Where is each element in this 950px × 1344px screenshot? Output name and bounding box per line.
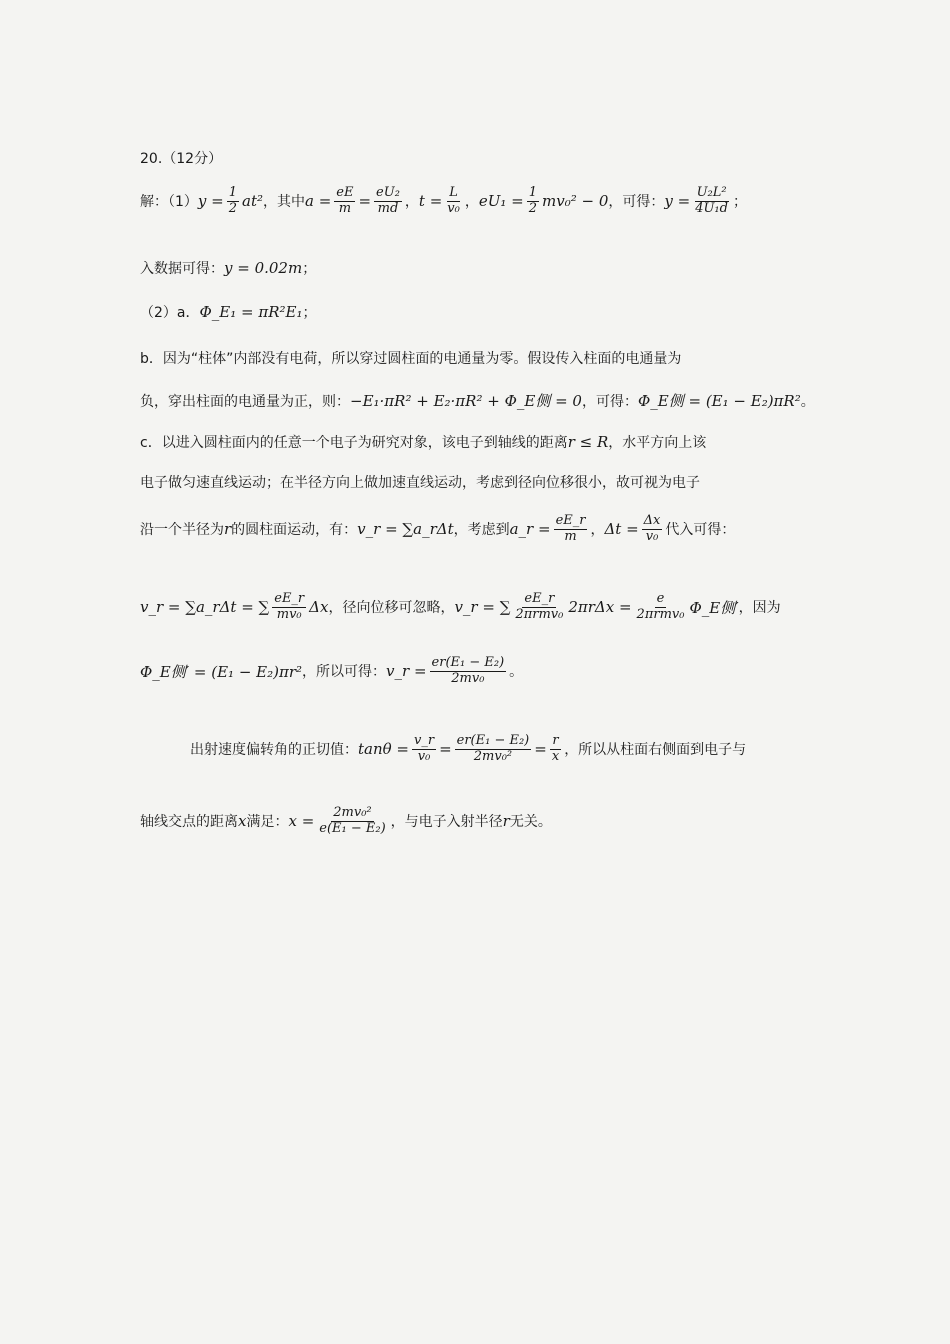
fraction-denominator: v₀: [645, 528, 659, 544]
math-expression: a_r =: [509, 520, 551, 539]
fraction-numerator: 2mv₀²: [333, 805, 372, 820]
fraction: [317, 806, 387, 837]
fraction-denominator: 2: [228, 200, 238, 216]
fraction-numerator: Δx: [643, 513, 661, 528]
fraction-numerator: v_r: [414, 733, 435, 748]
text-run: ，所以可得：: [302, 664, 387, 681]
text-run: ，水平方向上该: [608, 435, 707, 451]
fraction-denominator: 2: [528, 200, 538, 216]
fraction-denominator: m: [564, 528, 577, 544]
fraction-denominator: 2mv₀²: [473, 748, 513, 764]
text-run: ，: [590, 522, 605, 539]
math-expression: y =: [197, 192, 224, 211]
fraction-numerator: L: [449, 185, 458, 200]
solution-line-5: [140, 390, 815, 411]
fraction-denominator: 2πrmv₀: [636, 606, 685, 622]
text-run: ，考虑到: [453, 522, 510, 539]
fraction: [430, 656, 507, 687]
solution-line-2: [140, 258, 316, 278]
fraction-denominator: m: [338, 200, 352, 216]
text-run: 电子做匀速直线运动；在半径方向上做加速直线运动，考虑到径向位移很小，故可视为电子: [140, 475, 700, 491]
text-run: ；: [302, 305, 317, 321]
fraction: [642, 514, 663, 545]
text-run: ，其中: [263, 194, 305, 211]
fraction: [227, 186, 239, 217]
text-run: 。: [509, 664, 524, 681]
math-expression: Φ_E侧′ = (E₁ − E₂)πr²: [140, 662, 303, 681]
text-run: 解：（1）: [140, 194, 198, 211]
math-expression: 2πrΔx =: [568, 598, 632, 617]
text-run: 。: [800, 393, 815, 410]
fraction-numerator: eE_r: [524, 591, 555, 606]
math-expression: at²: [242, 192, 263, 211]
fraction-numerator: r: [552, 733, 559, 748]
math-expression: v_r = ∑: [454, 598, 511, 617]
text-run: ，所以从柱面右侧面到电子与: [564, 742, 747, 759]
math-expression: =: [439, 740, 452, 759]
text-run: ；: [302, 261, 317, 277]
fraction: [272, 592, 306, 623]
math-expression: Φ_E侧 = (E₁ − E₂)πR²: [637, 392, 801, 410]
solution-line-1: [140, 186, 747, 217]
fraction: [334, 186, 355, 217]
math-expression: r: [502, 812, 510, 831]
math-expression: −E₁·πR² + E₂·πR² + Φ_E侧 = 0: [350, 392, 582, 410]
text-run: 满足：: [246, 814, 289, 831]
text-run: ，与电子入射半径: [390, 814, 503, 831]
problem-title: 20.（12分）: [140, 151, 223, 167]
fraction-numerator: er(E₁ − E₂): [456, 733, 530, 748]
solution-line-7: [140, 472, 700, 492]
text-run: 沿一个半径为: [140, 522, 224, 539]
fraction: [635, 592, 687, 623]
fraction-numerator: eE: [336, 185, 354, 200]
text-run: 代入可得：: [665, 522, 736, 539]
fraction: [445, 186, 462, 217]
solution-line-4: [140, 348, 681, 368]
fraction: [550, 734, 561, 765]
text-run: 入数据可得：: [140, 261, 224, 277]
math-expression: a =: [305, 192, 332, 211]
fraction-denominator: md: [377, 200, 399, 216]
text-run: ，可得：: [608, 194, 665, 211]
text-run: ，: [404, 194, 419, 211]
fraction-numerator: 1: [228, 185, 238, 200]
text-run: （2）a．: [140, 305, 200, 321]
fraction-numerator: eU₂: [376, 185, 400, 200]
fraction: [554, 514, 588, 545]
text-run: 无关。: [509, 814, 552, 831]
fraction-denominator: 4U₁d: [695, 200, 728, 216]
solution-line-12: [140, 806, 552, 837]
text-run: ，径向位移可忽略，: [328, 600, 455, 617]
math-expression: =: [358, 192, 372, 211]
math-expression: =: [534, 740, 547, 759]
text-run: 轴线交点的距离: [140, 814, 238, 831]
math-expression: mv₀² − 0: [542, 192, 609, 211]
text-run: ，可得：: [581, 393, 638, 410]
fraction-denominator: v₀: [447, 200, 460, 216]
solution-line-11: [190, 734, 746, 765]
math-expression: tanθ =: [358, 740, 409, 759]
fraction: [527, 186, 539, 217]
math-expression: Φ_E₁ = πR²E₁: [199, 303, 303, 321]
solution-line-3: [140, 302, 317, 322]
solution-line-10: [140, 656, 523, 687]
text-run: 负，穿出柱面的电通量为正，则：: [140, 393, 350, 410]
math-expression: v_r = ∑a_rΔt: [357, 520, 454, 539]
math-expression: Δt =: [604, 520, 639, 539]
text-run: ，: [464, 194, 479, 211]
fraction-denominator: mv₀: [276, 606, 302, 622]
text-run: ；: [732, 194, 747, 211]
fraction-denominator: 2mv₀: [451, 670, 485, 686]
solution-line-9: [140, 592, 781, 623]
solution-line-6: [140, 432, 706, 452]
text-run: c．以进入圆柱面内的任意一个电子为研究对象，该电子到轴线的距离: [140, 435, 568, 451]
math-expression: Φ_E侧′: [689, 598, 739, 617]
math-expression: x: [238, 812, 247, 831]
fraction-numerator: eE_r: [555, 513, 586, 528]
fraction-denominator: 2πrmv₀: [515, 606, 564, 622]
fraction: [455, 734, 532, 765]
math-expression: Δx: [309, 598, 329, 617]
fraction-denominator: v₀: [417, 748, 431, 764]
text-run: b．因为“柱体”内部没有电荷，所以穿过圆柱面的电通量为零。假设传入柱面的电通量为: [140, 351, 682, 367]
math-expression: eU₁ =: [478, 192, 524, 211]
fraction-denominator: x: [551, 748, 560, 764]
math-expression: r: [224, 520, 232, 539]
math-expression: r ≤ R: [567, 433, 609, 451]
fraction-numerator: 1: [528, 185, 538, 200]
text-run: 的圆柱面运动，有：: [231, 522, 358, 539]
fraction-numerator: U₂L²: [696, 185, 727, 200]
text-run: 出射速度偏转角的正切值：: [190, 742, 358, 759]
fraction-numerator: e: [656, 591, 665, 606]
fraction-numerator: er(E₁ − E₂): [431, 655, 505, 670]
problem-header: [140, 148, 222, 168]
math-expression: v_r =: [386, 662, 427, 681]
solution-line-8: [140, 514, 735, 545]
fraction-numerator: eE_r: [274, 591, 305, 606]
math-expression: y =: [664, 192, 691, 211]
fraction: [513, 592, 565, 623]
text-run: ，因为: [738, 600, 781, 617]
math-expression: v_r = ∑a_rΔt = ∑: [140, 598, 270, 617]
fraction: [412, 734, 436, 765]
fraction-denominator: e(E₁ − E₂): [319, 820, 386, 836]
math-expression: y = 0.02m: [224, 259, 303, 277]
math-expression: x =: [288, 812, 315, 831]
fraction: [374, 186, 402, 217]
fraction: [693, 186, 730, 217]
math-expression: t =: [418, 192, 443, 211]
